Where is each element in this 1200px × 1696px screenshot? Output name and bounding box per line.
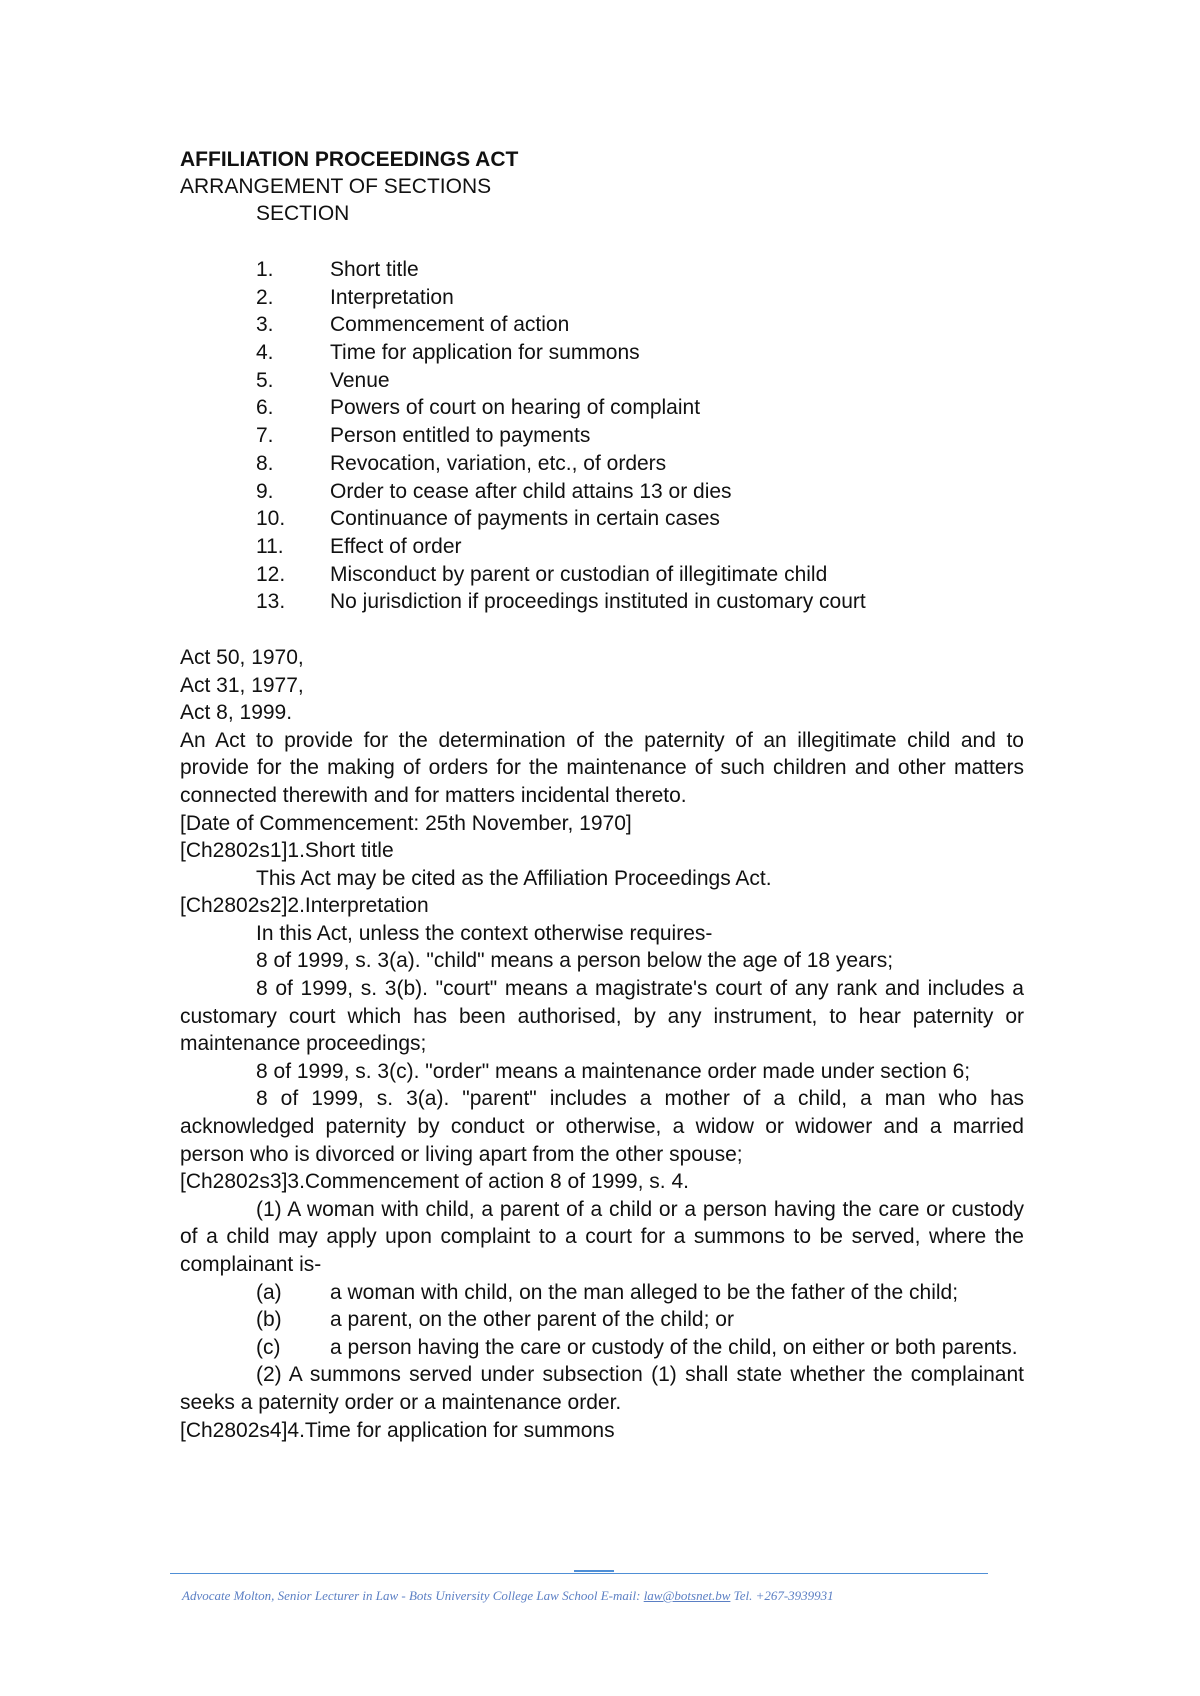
definition: 8 of 1999, s. 3(b). "court" means a magistrate's court of any rank and includes a customary court which has been authorised, by any instrument, to hear paternity or maintenance proceedings;	[180, 977, 1024, 1056]
section-text: In this Act, unless the context otherwise requires-	[256, 921, 713, 945]
act-reference: Act 50, 1970,	[180, 645, 304, 669]
toc-label: Short title	[330, 258, 419, 281]
toc-number: 13.	[256, 590, 286, 614]
toc-label: Revocation, variation, etc., of orders	[330, 451, 667, 475]
toc-label: Effect of order	[330, 534, 462, 558]
toc-item	[180, 450, 1024, 478]
toc-item	[180, 588, 1024, 616]
toc-label: Misconduct by parent or custodian of illegitimate child	[330, 562, 828, 586]
definition: 8 of 1999, s. 3(a). "child" means a person below the age of 18 years;	[256, 949, 894, 973]
toc-label: Continuance of payments in certain cases	[330, 507, 720, 531]
toc-item	[180, 339, 1024, 367]
footer-telephone: Tel. +267-3939931	[730, 1588, 834, 1603]
page-footer	[182, 1588, 1042, 1604]
toc-item	[180, 394, 1024, 422]
paragraph-label: (c)	[256, 1335, 281, 1359]
definition: 8 of 1999, s. 3(c). "order" means a maintenance order made under section 6;	[256, 1059, 971, 1083]
toc-number: 3.	[256, 313, 274, 337]
paragraph-label: (a)	[256, 1280, 282, 1304]
long-title: An Act to provide for the determination of the paternity of an illegitimate child and to provide for the making of orders for the maintenance of such children and other matters connected therewith and for matters incidental thereto.	[180, 728, 1024, 807]
act-reference: Act 8, 1999.	[180, 701, 293, 725]
toc-number: 2.	[256, 285, 274, 309]
section-heading: [Ch2802s3]3.Commencement of action 8 of 1999, s. 4.	[180, 1170, 689, 1194]
footer-rule	[170, 1573, 988, 1574]
toc-label: Person entitled to payments	[330, 424, 591, 448]
paragraph-item	[180, 1306, 1024, 1334]
toc-number: 9.	[256, 479, 274, 503]
toc-number: 7.	[256, 424, 274, 448]
toc-label: Commencement of action	[330, 313, 570, 337]
footer-email-link[interactable]: law@botsnet.bw	[643, 1588, 731, 1603]
toc-item	[180, 256, 1024, 284]
section-column-header: SECTION	[256, 202, 350, 225]
section-heading: [Ch2802s1]1.Short title	[180, 839, 394, 863]
section-heading: [Ch2802s2]2.Interpretation	[180, 894, 429, 918]
subsection: (2) A summons served under subsection (1) shall state whether the complainant seeks a paternity order or a maintenance order.	[180, 1363, 1024, 1414]
toc-label: Powers of court on hearing of complaint	[330, 396, 701, 420]
subsection: (1) A woman with child, a parent of a child or a person having the care or custody of a child may apply upon complaint to a court for a summons to be served, where the complainant is-	[180, 1197, 1024, 1276]
toc-number: 10.	[256, 507, 286, 531]
paragraph-text: a person having the care or custody of the child, on either or both parents.	[330, 1335, 1018, 1359]
section-heading: [Ch2802s4]4.Time for application for summons	[180, 1418, 615, 1442]
toc-item	[180, 533, 1024, 561]
arrangement-heading: ARRANGEMENT OF SECTIONS	[180, 175, 492, 198]
toc-item	[180, 422, 1024, 450]
commencement-date: [Date of Commencement: 25th November, 1970]	[180, 811, 632, 835]
toc-number: 5.	[256, 368, 274, 392]
toc-number: 4.	[256, 341, 274, 365]
table-of-contents	[180, 256, 1024, 616]
act-reference: Act 31, 1977,	[180, 673, 304, 697]
section-text: This Act may be cited as the Affiliation Proceedings Act.	[256, 866, 772, 890]
toc-label: Venue	[330, 368, 390, 392]
toc-item	[180, 284, 1024, 312]
toc-item	[180, 311, 1024, 339]
footer-author: Advocate Molton, Senior Lecturer in Law - Bots University College Law School E-mail:	[182, 1588, 644, 1603]
toc-number: 1.	[256, 258, 274, 281]
toc-item	[180, 478, 1024, 506]
document-title: AFFILIATION PROCEEDINGS ACT	[180, 148, 519, 171]
toc-number: 6.	[256, 396, 274, 420]
paragraph-text: a woman with child, on the man alleged to be the father of the child;	[330, 1280, 959, 1304]
toc-item	[180, 505, 1024, 533]
toc-number: 12.	[256, 562, 286, 586]
toc-label: Time for application for summons	[330, 341, 640, 365]
toc-number: 8.	[256, 451, 274, 475]
toc-number: 11.	[256, 534, 284, 558]
paragraph-text: a parent, on the other parent of the child; or	[330, 1308, 734, 1332]
document-page	[180, 146, 1024, 1444]
definition: 8 of 1999, s. 3(a). "parent" includes a mother of a child, a man who has acknowledged paternity by conduct or otherwise, a widow or widower and a married person who is divorced or living apart from the other spouse;	[180, 1087, 1024, 1166]
toc-label: No jurisdiction if proceedings instituted in customary court	[330, 590, 866, 614]
paragraph-item	[180, 1279, 1024, 1307]
toc-item	[180, 367, 1024, 395]
toc-label: Interpretation	[330, 285, 454, 309]
paragraph-label: (b)	[256, 1308, 282, 1332]
toc-item	[180, 561, 1024, 589]
paragraph-item	[180, 1334, 1024, 1362]
footer-rule-accent	[574, 1570, 614, 1572]
toc-label: Order to cease after child attains 13 or dies	[330, 479, 732, 503]
